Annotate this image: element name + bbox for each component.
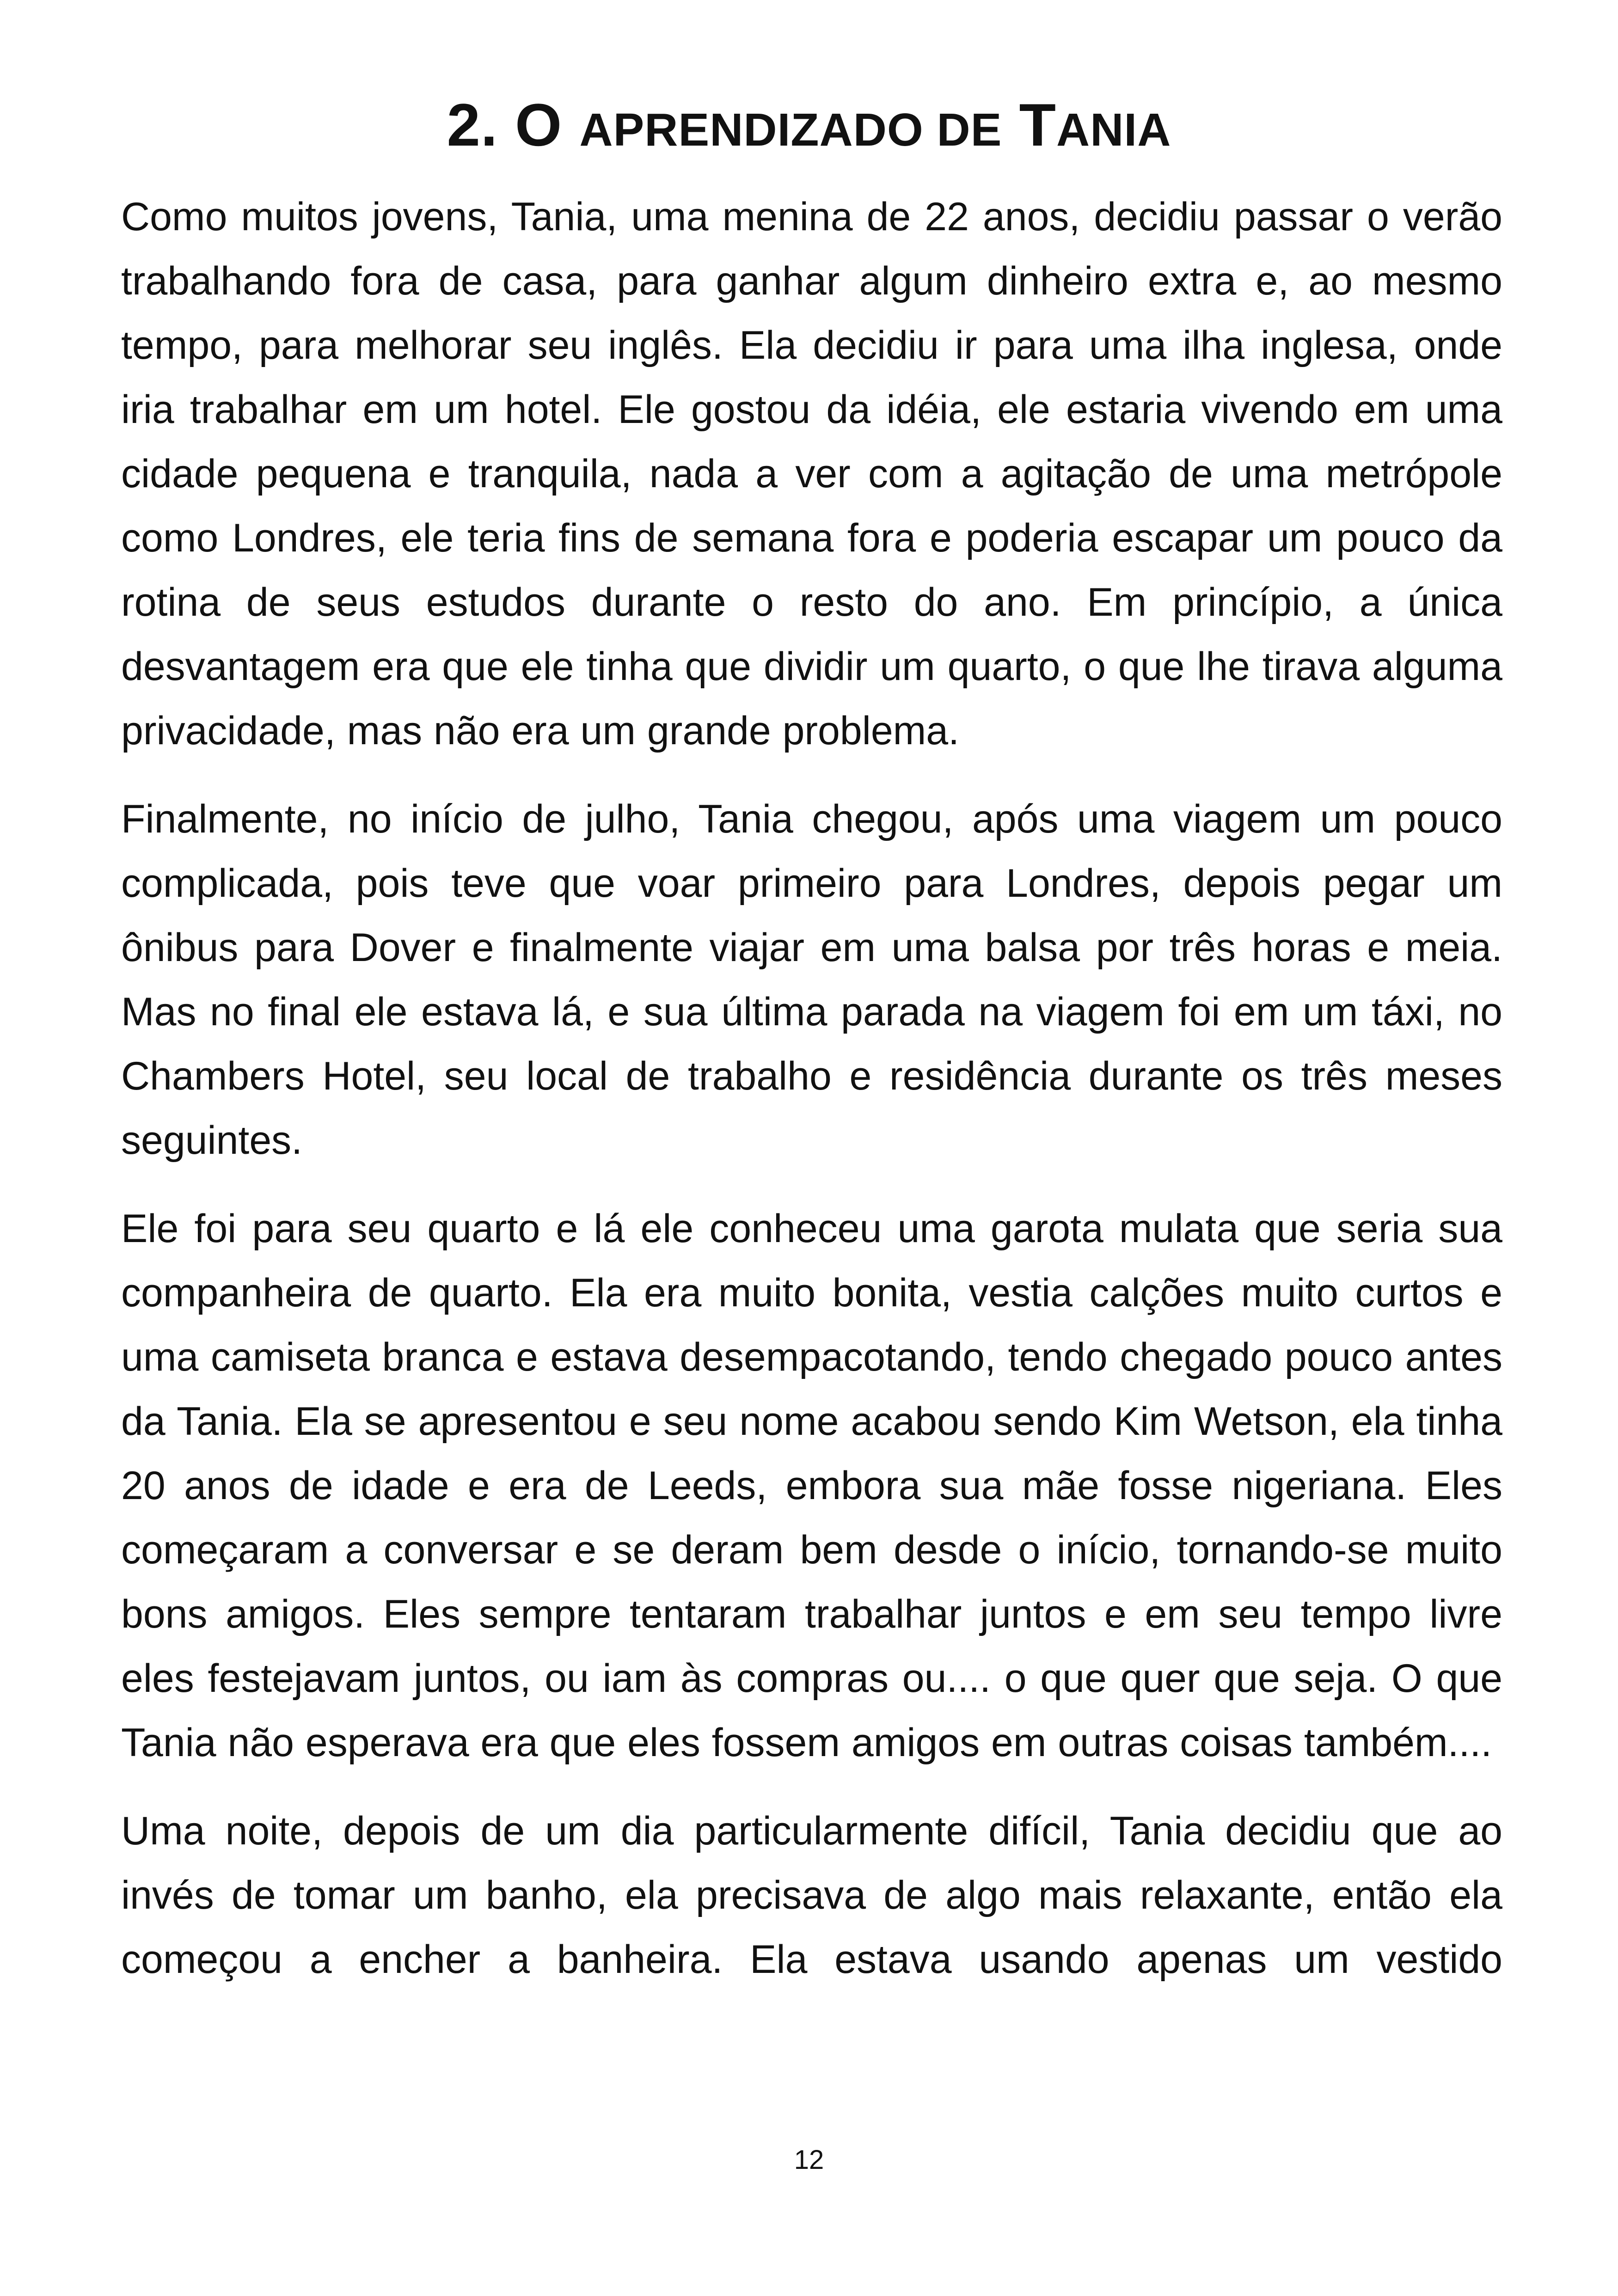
body-text xyxy=(121,185,1502,2016)
paragraph-1: Como muitos jovens, Tania, uma menina de 22 anos, decidiu passar o verão trabalhando fora de casa, para ganhar algum dinheiro extra e, ao mesmo tempo, para melhorar seu inglês. Ela decidiu ir para uma ilha inglesa, onde iria trabalhar em um hotel. Ele gostou da idéia, ele estaria vivendo em uma cidade pequena e tranquila, nada a ver com a agitação de uma metrópole como Londres, ele teria fins de semana fora e poderia escapar um pouco da rotina de seus estudos durante o resto do ano. Em princípio, a única desvantagem era que ele tinha que dividir um quarto, o que lhe tirava alguma privacidade, mas não era um grande problema. xyxy=(121,195,1502,753)
paragraph-4: Uma noite, depois de um dia particularmente difícil, Tania decidiu que ao invés de tomar um banho, ela precisava de algo mais relaxante, então ela começou a encher a banheira. Ela estava usando apenas um vestido xyxy=(121,1809,1502,1982)
chapter-number: 2. xyxy=(447,91,498,159)
title-small-caps-part-1: APRENDIZADO DE xyxy=(579,104,1002,156)
title-initial-o: O xyxy=(515,91,563,159)
title-small-caps-part-2: ANIA xyxy=(1056,104,1171,156)
chapter-title xyxy=(0,86,1618,169)
page-number: 12 xyxy=(794,2145,824,2175)
title-initial-t: T xyxy=(1019,91,1056,159)
paragraph-3: Ele foi para seu quarto e lá ele conheceu uma garota mulata que seria sua companheira de quarto. Ela era muito bonita, vestia calções muito curtos e uma camiseta branca e estava desempacotando, tendo chegado pouco antes da Tania. Ela se apresentou e seu nome acabou sendo Kim Wetson, ela tinha 20 anos de idade e era de Leeds, embora sua mãe fosse nigeriana. Eles começaram a conversar e se deram bem desde o início, tornando-se muito bons amigos. Eles sempre tentaram trabalhar juntos e em seu tempo livre eles festejavam juntos, ou iam às compras ou.... o que quer que seja. O que Tania não esperava era que eles fossem amigos em outras coisas também.... xyxy=(121,1206,1502,1765)
paragraph-2: Finalmente, no início de julho, Tania chegou, após uma viagem um pouco complicada, pois teve que voar primeiro para Londres, depois pegar um ônibus para Dover e finalmente viajar em uma balsa por três horas e meia. Mas no final ele estava lá, e sua última parada na viagem foi em um táxi, no Chambers Hotel, seu local de trabalho e residência durante os três meses seguintes. xyxy=(121,797,1502,1163)
